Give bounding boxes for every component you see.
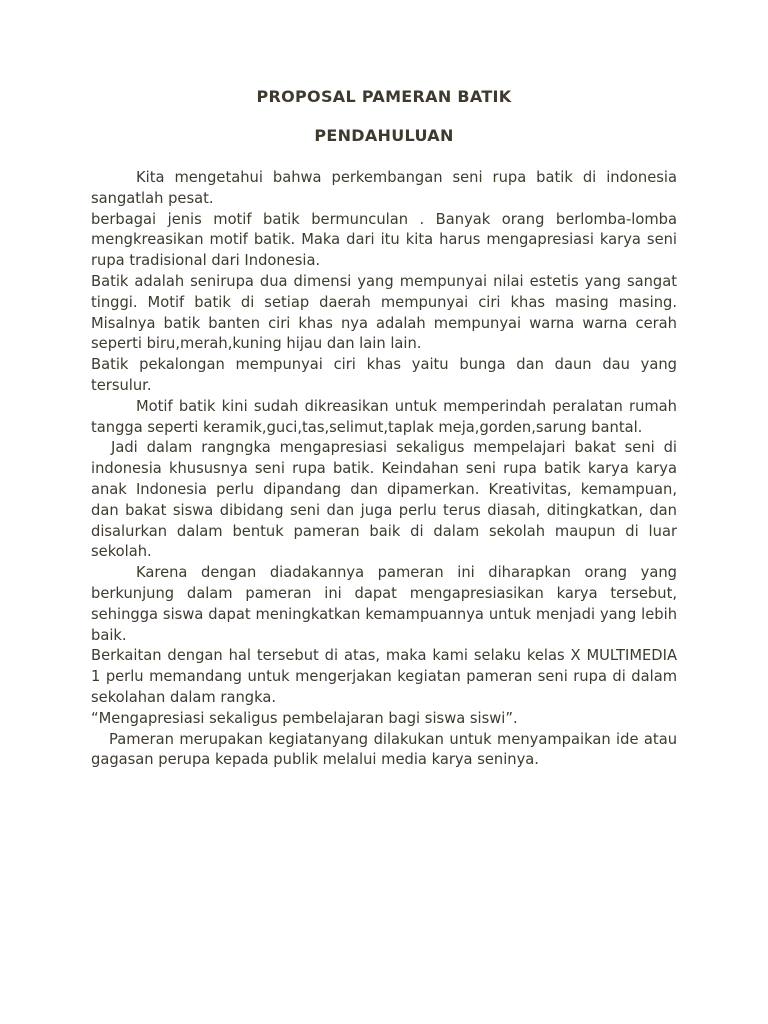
paragraph-7: Karena dengan diadakannya pameran ini diharapkan orang yang berkunjung dalam pameran ini dapat mengapresiasikan karya tersebut, sehingga siswa dapat meningkatkan kemampuannya untuk menjadi yang lebih baik. xyxy=(91,564,677,644)
paragraph-3: Batik adalah senirupa dua dimensi yang mempunyai nilai estetis yang sangat tinggi. Motif batik di setiap daerah mempunyai ciri khas masing masing. Misalnya batik banten ciri khas nya adalah mempunyai warna warna cerah seperti biru,merah,kuning hijau dan lain lain. xyxy=(91,272,677,353)
paragraph-2: berbagai jenis motif batik bermunculan . Banyak orang berlomba-lomba mengkreasikan motif batik. Maka dari itu kita harus mengapresiasi karya seni rupa tradisional dari Indonesia. xyxy=(91,210,677,270)
paragraph-8: Berkaitan dengan hal tersebut di atas, maka kami selaku kelas X MULTIMEDIA 1 perlu memandang untuk mengerjakan kegiatan pameran seni rupa di dalam sekolahan dalam rangka. xyxy=(91,647,677,706)
paragraph-1: Kita mengetahui bahwa perkembangan seni rupa batik di indonesia sangatlah pesat. xyxy=(91,169,677,207)
section-heading: PENDAHULUAN xyxy=(314,126,454,145)
paragraph-10: Pameran merupakan kegiatanyang dilakukan untuk menyampaikan ide atau gagasan perupa kepada publik melalui media karya seninya. xyxy=(91,730,677,769)
paragraph-4: Batik pekalongan mempunyai ciri khas yaitu bunga dan daun dau yang tersulur. xyxy=(91,356,677,394)
paragraph-9: “Mengapresiasi sekaligus pembelajaran bagi siswa siswi”. xyxy=(91,709,518,727)
paragraph-6: Jadi dalam rangngka mengapresiasi sekaligus mempelajari bakat seni di indonesia khususnya seni rupa batik. Keindahan seni rupa batik karya karya anak Indonesia perlu dipandang dan dipamerkan. Kreativitas, kemampuan, dan bakat siswa dibidang seni dan juga perlu terus diasah, ditingkatkan, dan disalurkan dalam bentuk pameran baik di dalam sekolah maupun di luar sekolah. xyxy=(91,439,677,561)
document-title: PROPOSAL PAMERAN BATIK xyxy=(256,87,512,106)
document-page xyxy=(91,80,677,771)
paragraph-5: Motif batik kini sudah dikreasikan untuk memperindah peralatan rumah tangga seperti keramik,guci,tas,selimut,taplak meja,gorden,sarung bantal. xyxy=(91,397,677,436)
document-body xyxy=(91,168,677,771)
